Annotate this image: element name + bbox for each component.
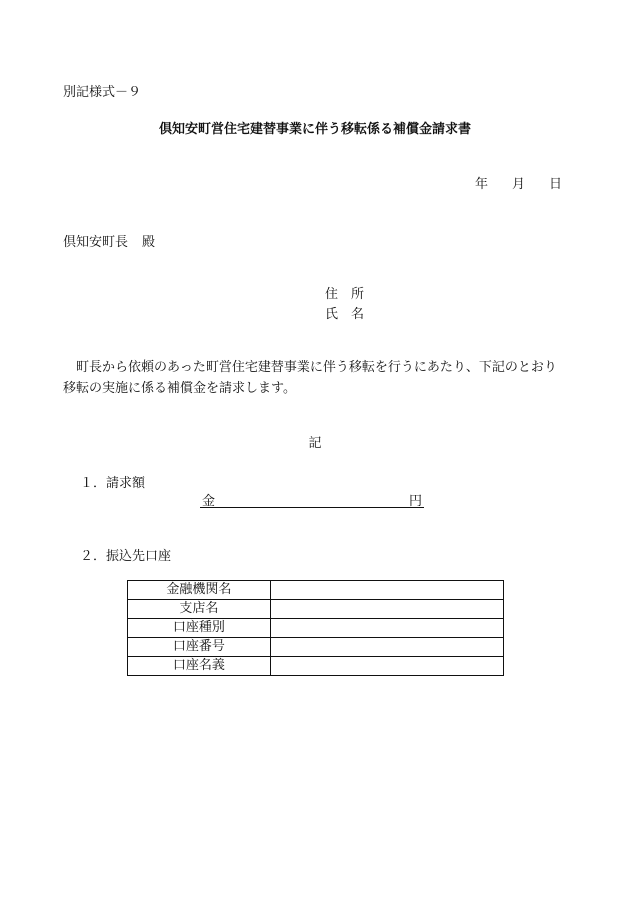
date-day-label: 日	[548, 177, 562, 192]
applicant-block	[325, 285, 364, 325]
account-number-label: 口座番号	[128, 638, 271, 657]
account-holder-field[interactable]	[270, 657, 503, 676]
amount-prefix: 金	[202, 494, 216, 509]
date-line	[451, 173, 562, 192]
bank-name-label: 金融機関名	[128, 581, 271, 600]
document-title: 倶知安町営住宅建替事業に伴う移転係る補償金請求書	[158, 122, 471, 137]
applicant-address-label: 住 所	[325, 287, 365, 302]
table-row	[128, 657, 504, 676]
amount-suffix: 円	[408, 494, 422, 509]
addressee-honorific: 殿	[142, 235, 156, 250]
account-number-field[interactable]	[270, 638, 503, 657]
table-row	[128, 581, 504, 600]
account-table	[127, 580, 504, 676]
applicant-name-row[interactable]	[325, 305, 364, 325]
amount-field[interactable]	[200, 490, 424, 508]
date-month-label: 月	[511, 177, 525, 192]
table-row	[128, 619, 504, 638]
addressee-name: 倶知安町長	[63, 235, 129, 250]
amount-item-label: １．請求額	[80, 476, 146, 491]
request-body-text: 町長から依頼のあった町営住宅建替事業に伴う移転を行うにあたり、下記のとおり移転の実施に係る補償金を請求します。	[63, 360, 557, 396]
account-holder-label: 口座名義	[128, 657, 271, 676]
branch-name-field[interactable]	[270, 600, 503, 619]
applicant-name-label: 氏 名	[325, 307, 365, 322]
account-item-label: ２．振込先口座	[80, 549, 172, 564]
applicant-address-row[interactable]	[325, 285, 364, 305]
table-row	[128, 638, 504, 657]
ki-heading: 記	[308, 436, 322, 451]
form-number: 別記様式－９	[63, 85, 142, 100]
table-row	[128, 600, 504, 619]
addressee	[63, 231, 155, 250]
branch-name-label: 支店名	[128, 600, 271, 619]
account-type-field[interactable]	[270, 619, 503, 638]
date-year-label: 年	[474, 177, 488, 192]
bank-name-field[interactable]	[270, 581, 503, 600]
account-type-label: 口座種別	[128, 619, 271, 638]
